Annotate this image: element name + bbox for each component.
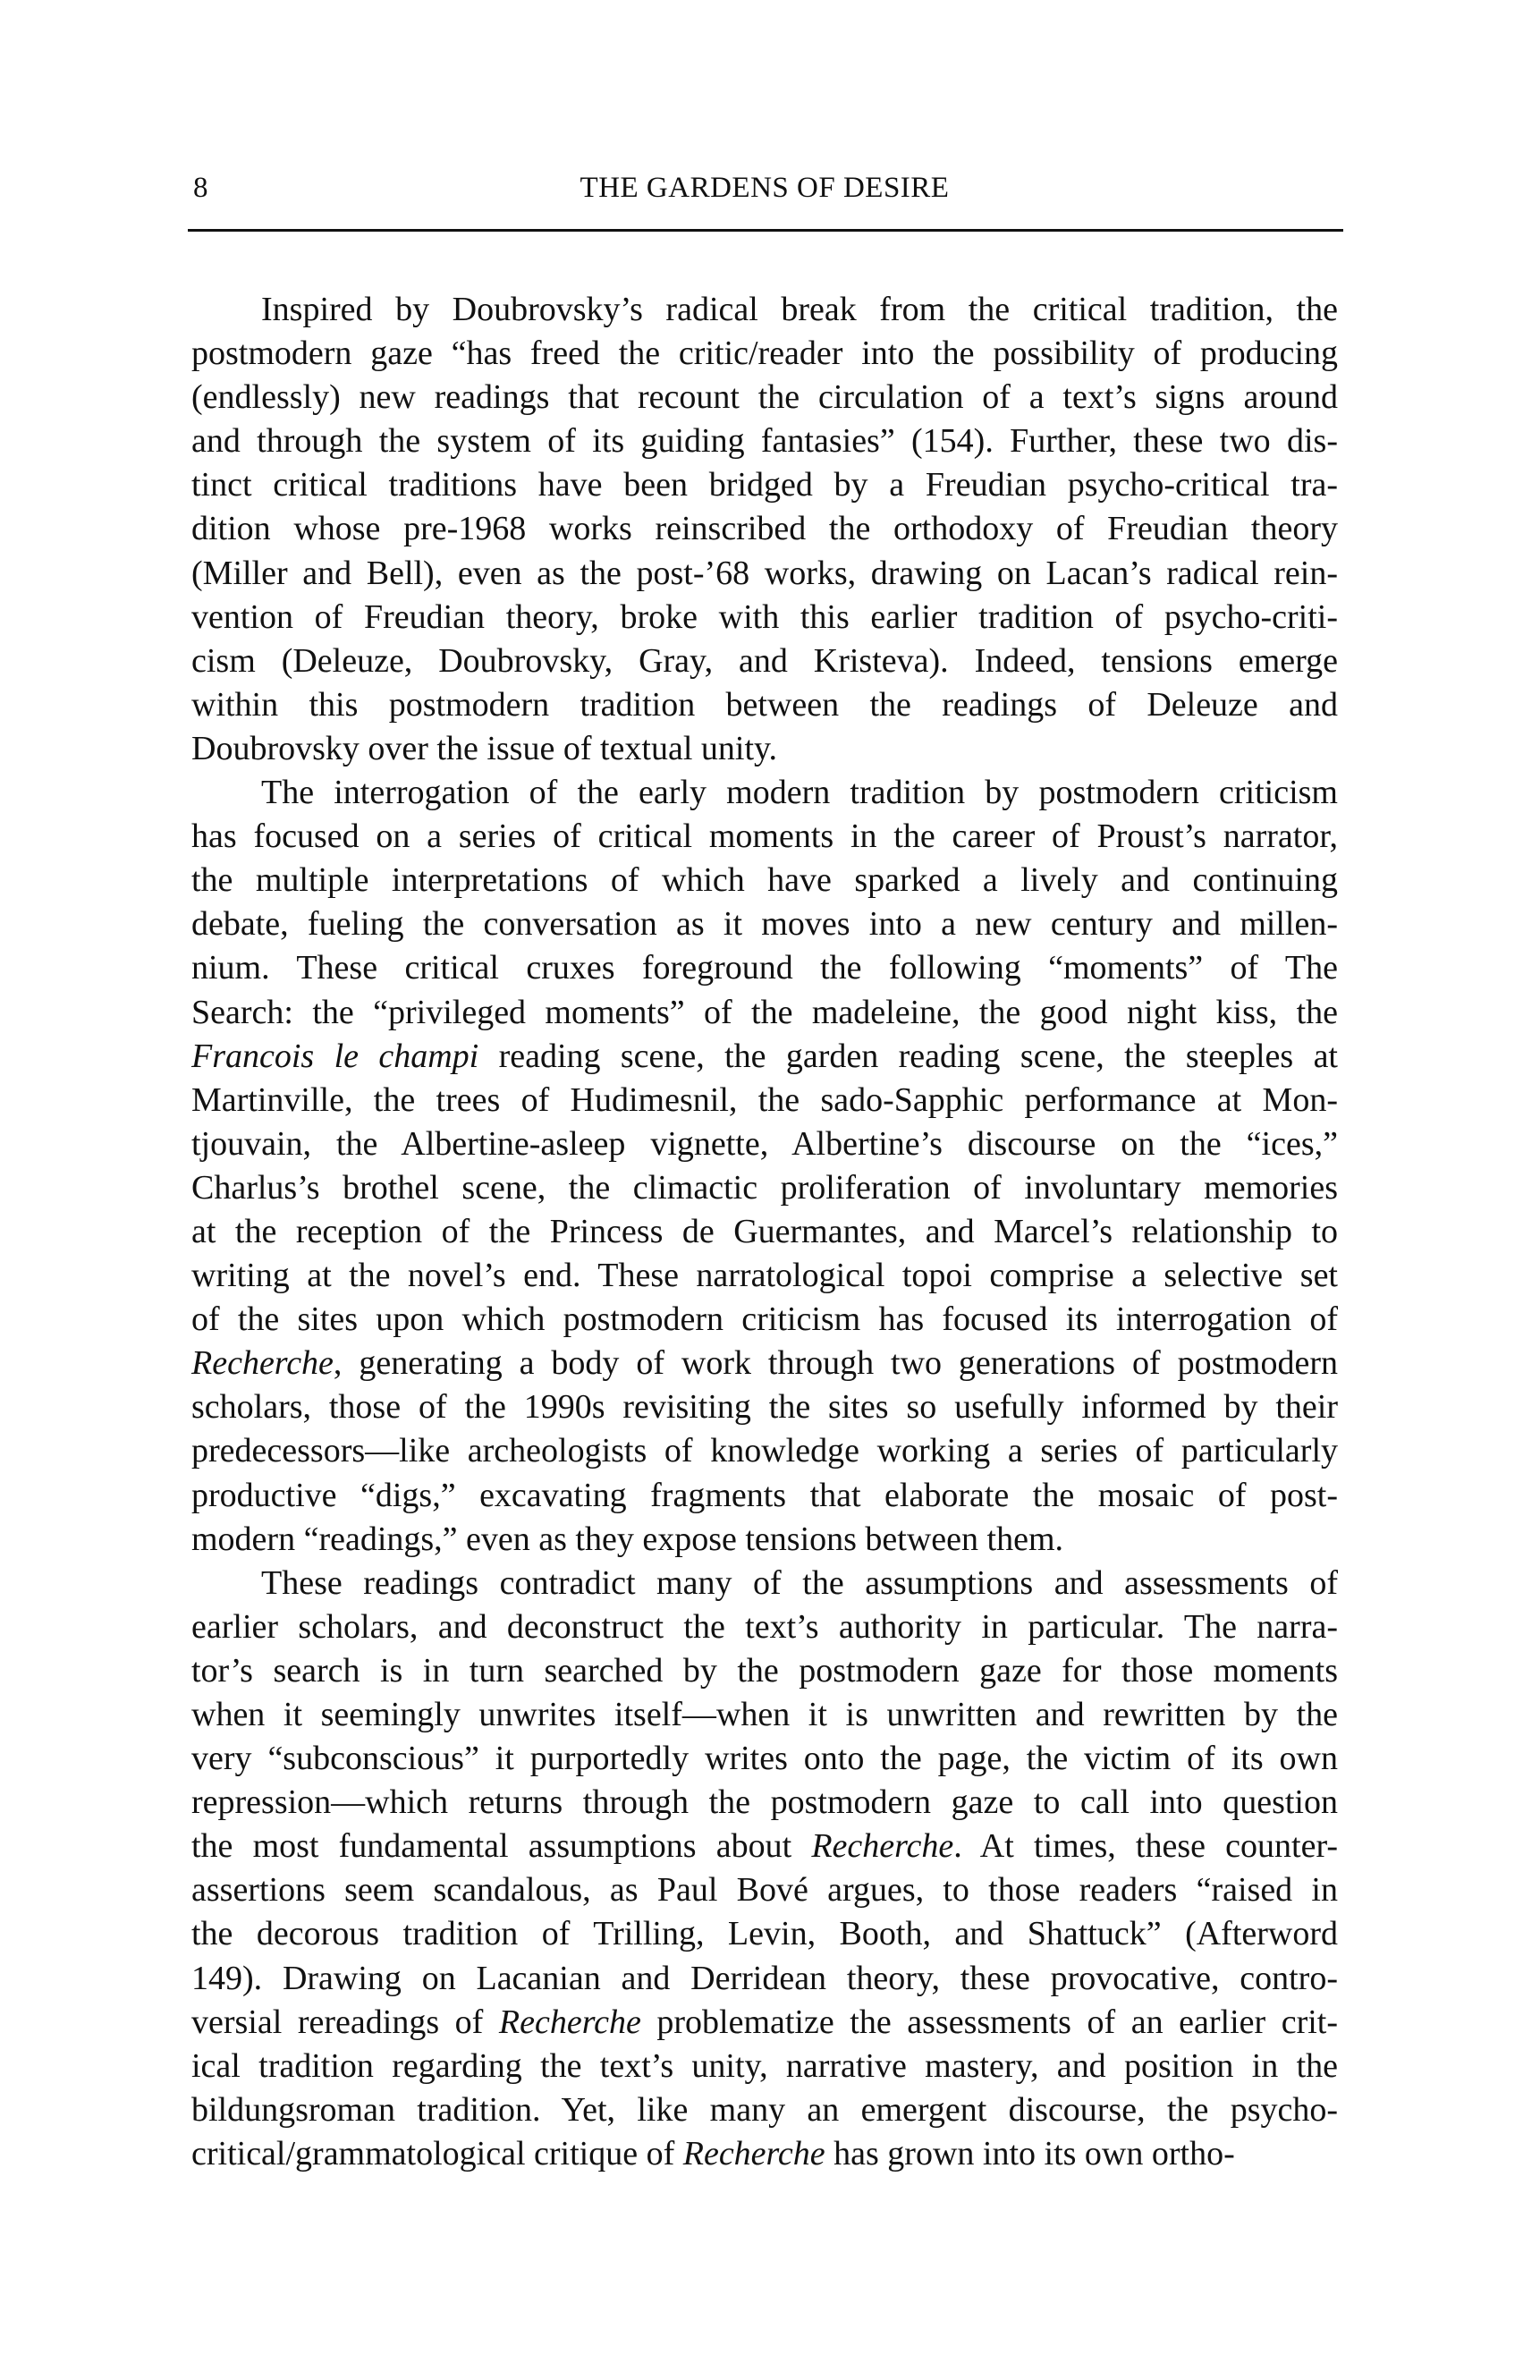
running-title: THE GARDENS OF DESIRE	[580, 172, 950, 204]
text-line: critical/grammatological critique of Recherche has grown into its own ortho-	[191, 2134, 1235, 2172]
italic-title: Recherche	[498, 2003, 641, 2041]
text-line: the multiple interpretations of which have sparked a lively and continuing	[191, 861, 1338, 900]
text-line: postmodern gaze “has freed the critic/reader into the possibility of producing	[191, 335, 1338, 373]
text-line: Francois le champi reading scene, the garden reading scene, the steeples at	[191, 1037, 1338, 1075]
text-line: predecessors—like archeologists of knowledge working a series of particularly	[191, 1432, 1338, 1470]
text-line: at the reception of the Princess de Guermantes, and Marcel’s relationship to	[191, 1212, 1338, 1250]
text-line: tjouvain, the Albertine-asleep vignette, Albertine’s discourse on the “ices,”	[191, 1124, 1338, 1163]
text-line: ical tradition regarding the text’s unity, narrative mastery, and position in the	[191, 2046, 1338, 2085]
text-line: The interrogation of the early modern tradition by postmodern criticism	[261, 774, 1338, 812]
paragraph-3	[191, 1562, 1338, 2176]
paragraph-1	[191, 288, 1338, 771]
text-line: 149). Drawing on Lacanian and Derridean theory, these provocative, contro-	[191, 1959, 1338, 1997]
text-line: within this postmodern tradition between the readings of Deleuze and	[191, 685, 1338, 724]
text-line: (Miller and Bell), even as the post-’68 works, drawing on Lacan’s radical rein-	[191, 554, 1338, 592]
text-line: Inspired by Doubrovsky’s radical break from the critical tradition, the	[261, 291, 1338, 328]
text-line: (endlessly) new readings that recount the circulation of a text’s signs around	[191, 378, 1338, 417]
text-line: and through the system of its guiding fantasies” (154). Further, these two dis-	[191, 422, 1338, 461]
text-line: modern “readings,” even as they expose tensions between them.	[191, 1520, 1064, 1558]
text-line: of the sites upon which postmodern criticism has focused its interrogation of	[191, 1300, 1338, 1339]
text-line: Recherche, generating a body of work through two generations of postmodern	[191, 1344, 1338, 1383]
text-line: assertions seem scandalous, as Paul Bové argues, to those readers “raised in	[191, 1871, 1338, 1910]
body-text	[191, 288, 1338, 2176]
italic-title: Recherche	[682, 2134, 825, 2172]
italic-title: Recherche	[191, 1344, 334, 1383]
text-line: Charlus’s brothel scene, the climactic proliferation of involuntary memories	[191, 1168, 1338, 1207]
text-line: tinct critical traditions have been bridged by a Freudian psycho-critical tra-	[191, 466, 1338, 504]
text-line: Doubrovsky over the issue of textual unity.	[191, 729, 778, 767]
text-line: the decorous tradition of Trilling, Levin, Booth, and Shattuck” (Afterword	[191, 1915, 1338, 1953]
text-line: These readings contradict many of the assumptions and assessments of	[261, 1563, 1338, 1602]
page-number: 8	[193, 172, 208, 204]
text-line: tor’s search is in turn searched by the postmodern gaze for those moments	[191, 1651, 1338, 1690]
paragraph-2	[191, 771, 1338, 1562]
text-line: very “subconscious” it purportedly writes onto the page, the victim of its own	[191, 1740, 1338, 1778]
text-line: has focused on a series of critical moments in the career of Proust’s narrator,	[191, 817, 1338, 856]
text-line: nium. These critical cruxes foreground the following “moments” of The	[191, 949, 1338, 987]
text-line: bildungsroman tradition. Yet, like many an emergent discourse, the psycho-	[191, 2090, 1338, 2129]
text-line: when it seemingly unwrites itself—when it is unwritten and rewritten by the	[191, 1696, 1338, 1733]
text-line: scholars, those of the 1990s revisiting the sites so usefully informed by their	[191, 1388, 1338, 1427]
italic-title: Francois le champi	[191, 1037, 479, 1075]
running-head	[188, 170, 1341, 215]
text-line: debate, fueling the conversation as it moves into a new century and millen-	[191, 905, 1338, 944]
text-line: writing at the novel’s end. These narratological topoi comprise a selective set	[191, 1257, 1338, 1295]
text-line: vention of Freudian theory, broke with this earlier tradition of psycho-criti-	[191, 597, 1338, 636]
text-line: repression—which returns through the postmodern gaze to call into question	[191, 1783, 1338, 1822]
text-line: Martinville, the trees of Hudimesnil, the sado-Sapphic performance at Mon-	[191, 1080, 1338, 1119]
text-line: productive “digs,” excavating fragments that elaborate the mosaic of post-	[191, 1476, 1338, 1514]
italic-title: Recherche	[811, 1827, 954, 1866]
header-rule	[188, 229, 1343, 232]
text-line: dition whose pre-1968 works reinscribed the orthodoxy of Freudian theory	[191, 510, 1338, 548]
text-line: Search: the “privileged moments” of the madeleine, the good night kiss, the	[191, 993, 1338, 1031]
text-line: cism (Deleuze, Doubrovsky, Gray, and Kristeva). Indeed, tensions emerge	[191, 641, 1338, 680]
text-line: earlier scholars, and deconstruct the text’s authority in particular. The narra-	[191, 1607, 1338, 1646]
text-line: versial rereadings of Recherche problematize the assessments of an earlier crit-	[191, 2003, 1338, 2041]
text-line: the most fundamental assumptions about Recherche. At times, these counter-	[191, 1827, 1338, 1866]
